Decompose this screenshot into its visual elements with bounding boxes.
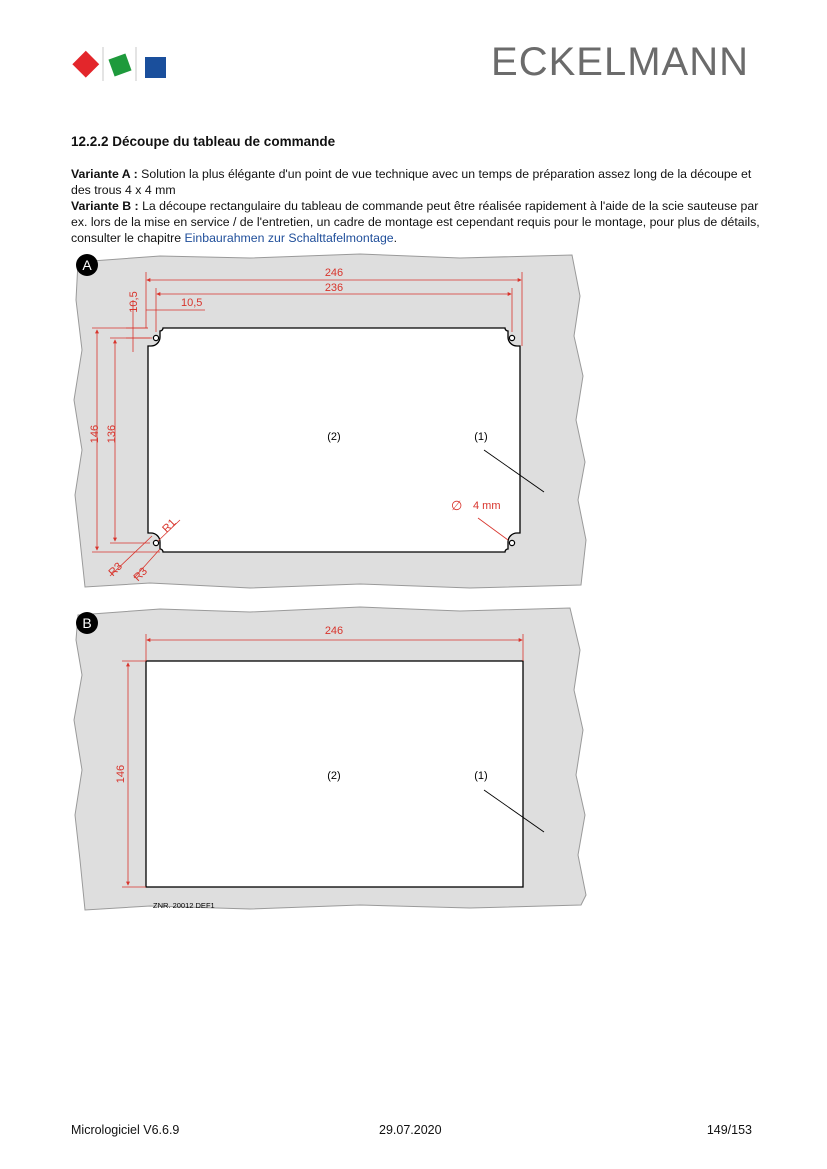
drawing-number: ZNR. 20012 DEF1: [153, 901, 215, 910]
footer-version: Micrologiciel V6.6.9: [71, 1123, 180, 1137]
variant-a-text: Solution la plus élégante d'un point de vue technique avec un temps de préparation assez long de la découpe et des trous 4 x 4 mm: [71, 167, 752, 197]
dim-label-146-a: 146: [89, 424, 101, 444]
mount-hole-tl: [153, 335, 158, 340]
dim-label-10-5-h: 10,5: [181, 297, 203, 309]
footer-date: 29.07.2020: [379, 1123, 442, 1137]
badge-a: [76, 254, 98, 276]
radius-label-r1: R1: [160, 516, 179, 536]
footer-page-number: 149/153: [706, 1123, 752, 1137]
dim-label-146-b: 146: [115, 764, 127, 784]
dim-label-136: 136: [106, 424, 118, 444]
diameter-label: 4 mm: [473, 500, 501, 512]
variant-b-label: Variante B :: [71, 199, 139, 213]
variant-b-end: .: [393, 231, 398, 245]
chapter-link[interactable]: Einbaurahmen zur Schalttafelmontage: [184, 231, 394, 245]
dim-label-10-5-v: 10,5: [128, 291, 140, 313]
variant-a-label: Variante A :: [71, 167, 138, 181]
label-2-a: (2): [327, 431, 341, 443]
svg-text:B: B: [82, 615, 92, 631]
mount-hole-tr: [509, 335, 514, 340]
radius-label-r3b: R3: [131, 565, 150, 584]
brand-wordmark: ECKELMANN: [491, 40, 749, 84]
label-2-b: (2): [327, 770, 341, 782]
section-title: 12.2.2 Découpe du tableau de commande: [71, 134, 336, 149]
label-1-b: (1): [474, 770, 488, 782]
variant-b-text: La découpe rectangulaire du tableau de commande peut être réalisée rapidement à l'aide de la scie sauteuse par ex. lors de la mise en service / de l'entretien, un cadre de montage est cependant requis pour le montage, pour plus de détails, consulter le chapitre: [71, 199, 760, 245]
svg-text:A: A: [82, 257, 92, 273]
diameter-symbol: ∅: [451, 498, 463, 513]
mount-hole-br: [509, 540, 514, 545]
badge-b: [76, 612, 98, 634]
dim-label-236: 236: [324, 282, 344, 294]
label-1-a: (1): [474, 431, 488, 443]
radius-label-r3a: R3: [106, 560, 125, 579]
dim-label-246-b: 246: [324, 625, 344, 637]
dim-label-246-a: 246: [324, 267, 344, 279]
mount-hole-bl: [153, 540, 158, 545]
